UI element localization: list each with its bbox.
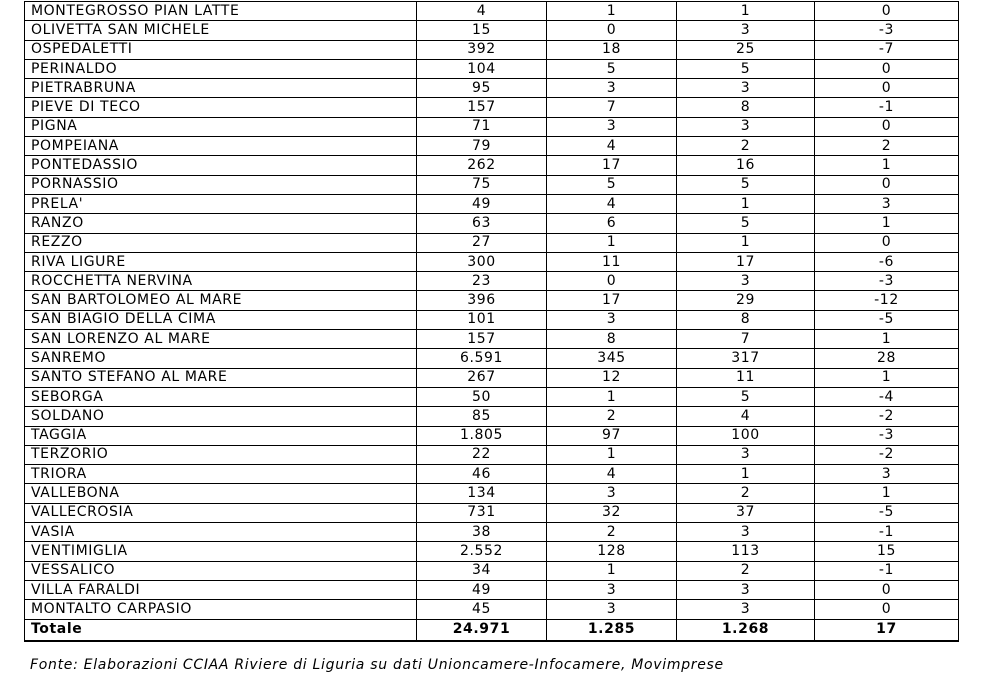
value-cell: 17 — [547, 156, 677, 175]
table-row — [25, 233, 959, 252]
municipality-name: TAGGIA — [25, 426, 417, 445]
value-cell: 1 — [815, 330, 959, 349]
value-cell: -3 — [815, 426, 959, 445]
table-row — [25, 542, 959, 561]
value-cell: 5 — [677, 214, 815, 233]
municipality-name: SEBORGA — [25, 387, 417, 406]
value-cell: 3 — [677, 21, 815, 40]
municipality-name: PONTEDASSIO — [25, 156, 417, 175]
source-note: Fonte: Elaborazioni CCIAA Riviere di Liguria su dati Unioncamere-Infocamere, Movimprese — [30, 657, 724, 673]
value-cell: 1 — [815, 484, 959, 503]
value-cell: 3 — [547, 117, 677, 136]
value-cell: 6 — [547, 214, 677, 233]
value-cell: 0 — [815, 79, 959, 98]
total-value: 1.285 — [547, 619, 677, 641]
table-row — [25, 214, 959, 233]
table-row — [25, 194, 959, 213]
value-cell: 85 — [417, 407, 547, 426]
value-cell: 2 — [547, 407, 677, 426]
table-row — [25, 387, 959, 406]
value-cell: 5 — [677, 59, 815, 78]
value-cell: 1 — [677, 2, 815, 21]
value-cell: 300 — [417, 252, 547, 271]
table-row — [25, 40, 959, 59]
value-cell: 2 — [677, 484, 815, 503]
table-row — [25, 137, 959, 156]
table-row — [25, 310, 959, 329]
value-cell: 731 — [417, 503, 547, 522]
value-cell: 267 — [417, 368, 547, 387]
municipality-name: RANZO — [25, 214, 417, 233]
value-cell: 3 — [547, 310, 677, 329]
value-cell: 8 — [677, 98, 815, 117]
value-cell: 3 — [677, 445, 815, 464]
municipality-name: PIETRABRUNA — [25, 79, 417, 98]
value-cell: 11 — [677, 368, 815, 387]
value-cell: 0 — [815, 117, 959, 136]
value-cell: 1 — [815, 214, 959, 233]
table-row — [25, 252, 959, 271]
table-row — [25, 59, 959, 78]
municipality-name: PIGNA — [25, 117, 417, 136]
value-cell: 49 — [417, 580, 547, 599]
value-cell: 134 — [417, 484, 547, 503]
value-cell: -2 — [815, 445, 959, 464]
value-cell: -3 — [815, 21, 959, 40]
value-cell: 2.552 — [417, 542, 547, 561]
municipality-name: MONTEGROSSO PIAN LATTE — [25, 2, 417, 21]
value-cell: 4 — [547, 194, 677, 213]
value-cell: 3 — [677, 117, 815, 136]
value-cell: 0 — [815, 233, 959, 252]
value-cell: 2 — [547, 523, 677, 542]
municipality-name: VALLECROSIA — [25, 503, 417, 522]
municipality-name: VASIA — [25, 523, 417, 542]
value-cell: 1 — [677, 194, 815, 213]
value-cell: 25 — [677, 40, 815, 59]
value-cell: 27 — [417, 233, 547, 252]
value-cell: -2 — [815, 407, 959, 426]
value-cell: 46 — [417, 465, 547, 484]
value-cell: 1 — [547, 387, 677, 406]
value-cell: 1 — [677, 233, 815, 252]
value-cell: 3 — [547, 580, 677, 599]
value-cell: -4 — [815, 387, 959, 406]
municipality-name: ROCCHETTA NERVINA — [25, 272, 417, 291]
total-value: 17 — [815, 619, 959, 641]
value-cell: 100 — [677, 426, 815, 445]
value-cell: 0 — [547, 21, 677, 40]
value-cell: 1 — [815, 368, 959, 387]
value-cell: 3 — [547, 600, 677, 619]
value-cell: 128 — [547, 542, 677, 561]
municipality-name: OSPEDALETTI — [25, 40, 417, 59]
value-cell: -1 — [815, 98, 959, 117]
value-cell: 0 — [815, 2, 959, 21]
table-row — [25, 175, 959, 194]
value-cell: 1 — [547, 445, 677, 464]
municipality-name: VILLA FARALDI — [25, 580, 417, 599]
value-cell: 5 — [547, 59, 677, 78]
table-row — [25, 580, 959, 599]
table-row — [25, 561, 959, 580]
value-cell: 79 — [417, 137, 547, 156]
municipality-name: SANTO STEFANO AL MARE — [25, 368, 417, 387]
value-cell: -1 — [815, 523, 959, 542]
value-cell: 45 — [417, 600, 547, 619]
table-row — [25, 21, 959, 40]
value-cell: -5 — [815, 503, 959, 522]
table-row — [25, 330, 959, 349]
value-cell: 6.591 — [417, 349, 547, 368]
municipality-name: SAN LORENZO AL MARE — [25, 330, 417, 349]
value-cell: 3 — [677, 523, 815, 542]
table-row — [25, 291, 959, 310]
value-cell: 4 — [547, 465, 677, 484]
value-cell: 97 — [547, 426, 677, 445]
table-row — [25, 445, 959, 464]
value-cell: 49 — [417, 194, 547, 213]
value-cell: 71 — [417, 117, 547, 136]
value-cell: 63 — [417, 214, 547, 233]
municipality-name: PIEVE DI TECO — [25, 98, 417, 117]
value-cell: 8 — [547, 330, 677, 349]
value-cell: 0 — [815, 59, 959, 78]
municipality-name: POMPEIANA — [25, 137, 417, 156]
table-row — [25, 2, 959, 21]
value-cell: 2 — [677, 561, 815, 580]
value-cell: 3 — [677, 272, 815, 291]
municipality-name: PORNASSIO — [25, 175, 417, 194]
value-cell: 1 — [547, 2, 677, 21]
value-cell: -3 — [815, 272, 959, 291]
value-cell: 2 — [815, 137, 959, 156]
value-cell: 1 — [815, 156, 959, 175]
value-cell: 0 — [815, 580, 959, 599]
value-cell: 3 — [677, 79, 815, 98]
value-cell: 38 — [417, 523, 547, 542]
table-row — [25, 117, 959, 136]
value-cell: 7 — [677, 330, 815, 349]
value-cell: 101 — [417, 310, 547, 329]
value-cell: 4 — [417, 2, 547, 21]
total-label: Totale — [25, 619, 417, 641]
total-value: 24.971 — [417, 619, 547, 641]
value-cell: 157 — [417, 330, 547, 349]
table-row — [25, 465, 959, 484]
value-cell: 29 — [677, 291, 815, 310]
value-cell: 3 — [677, 600, 815, 619]
municipality-name: SAN BARTOLOMEO AL MARE — [25, 291, 417, 310]
value-cell: 17 — [677, 252, 815, 271]
value-cell: 1 — [677, 465, 815, 484]
municipality-name: RIVA LIGURE — [25, 252, 417, 271]
value-cell: 113 — [677, 542, 815, 561]
municipality-name: VENTIMIGLIA — [25, 542, 417, 561]
value-cell: 3 — [547, 484, 677, 503]
municipality-name: TRIORA — [25, 465, 417, 484]
value-cell: 317 — [677, 349, 815, 368]
value-cell: 15 — [417, 21, 547, 40]
table-row — [25, 368, 959, 387]
value-cell: -1 — [815, 561, 959, 580]
municipality-name: SOLDANO — [25, 407, 417, 426]
municipality-name: SANREMO — [25, 349, 417, 368]
value-cell: 1 — [547, 561, 677, 580]
value-cell: 95 — [417, 79, 547, 98]
value-cell: 8 — [677, 310, 815, 329]
value-cell: 3 — [677, 580, 815, 599]
value-cell: -6 — [815, 252, 959, 271]
value-cell: 28 — [815, 349, 959, 368]
table-row — [25, 600, 959, 619]
value-cell: 3 — [815, 465, 959, 484]
value-cell: 5 — [547, 175, 677, 194]
table-body — [25, 2, 959, 641]
value-cell: 18 — [547, 40, 677, 59]
value-cell: 37 — [677, 503, 815, 522]
total-row — [25, 619, 959, 641]
table-row — [25, 426, 959, 445]
municipality-name: PERINALDO — [25, 59, 417, 78]
value-cell: -5 — [815, 310, 959, 329]
municipality-name: SAN BIAGIO DELLA CIMA — [25, 310, 417, 329]
value-cell: 23 — [417, 272, 547, 291]
value-cell: 11 — [547, 252, 677, 271]
value-cell: 75 — [417, 175, 547, 194]
value-cell: 3 — [815, 194, 959, 213]
value-cell: 34 — [417, 561, 547, 580]
total-value: 1.268 — [677, 619, 815, 641]
value-cell: 50 — [417, 387, 547, 406]
value-cell: 5 — [677, 387, 815, 406]
municipality-name: VALLEBONA — [25, 484, 417, 503]
table-row — [25, 98, 959, 117]
municipality-name: OLIVETTA SAN MICHELE — [25, 21, 417, 40]
municipality-name: MONTALTO CARPASIO — [25, 600, 417, 619]
municipality-name: PRELA' — [25, 194, 417, 213]
value-cell: 3 — [547, 79, 677, 98]
municipality-name: TERZORIO — [25, 445, 417, 464]
table-row — [25, 272, 959, 291]
value-cell: 5 — [677, 175, 815, 194]
table-row — [25, 79, 959, 98]
table-row — [25, 349, 959, 368]
table-row — [25, 484, 959, 503]
value-cell: 22 — [417, 445, 547, 464]
value-cell: 262 — [417, 156, 547, 175]
value-cell: 157 — [417, 98, 547, 117]
value-cell: 345 — [547, 349, 677, 368]
value-cell: 15 — [815, 542, 959, 561]
value-cell: -12 — [815, 291, 959, 310]
value-cell: 4 — [547, 137, 677, 156]
value-cell: 4 — [677, 407, 815, 426]
table-row — [25, 156, 959, 175]
table-row — [25, 407, 959, 426]
municipality-name: VESSALICO — [25, 561, 417, 580]
value-cell: 1 — [547, 233, 677, 252]
value-cell: 32 — [547, 503, 677, 522]
value-cell: 104 — [417, 59, 547, 78]
value-cell: 16 — [677, 156, 815, 175]
value-cell: 12 — [547, 368, 677, 387]
value-cell: 0 — [815, 600, 959, 619]
value-cell: 2 — [677, 137, 815, 156]
value-cell: 0 — [815, 175, 959, 194]
value-cell: -7 — [815, 40, 959, 59]
value-cell: 7 — [547, 98, 677, 117]
table-row — [25, 523, 959, 542]
table-row — [25, 503, 959, 522]
value-cell: 17 — [547, 291, 677, 310]
municipality-name: REZZO — [25, 233, 417, 252]
value-cell: 396 — [417, 291, 547, 310]
value-cell: 1.805 — [417, 426, 547, 445]
value-cell: 392 — [417, 40, 547, 59]
value-cell: 0 — [547, 272, 677, 291]
municipality-table — [24, 1, 959, 642]
